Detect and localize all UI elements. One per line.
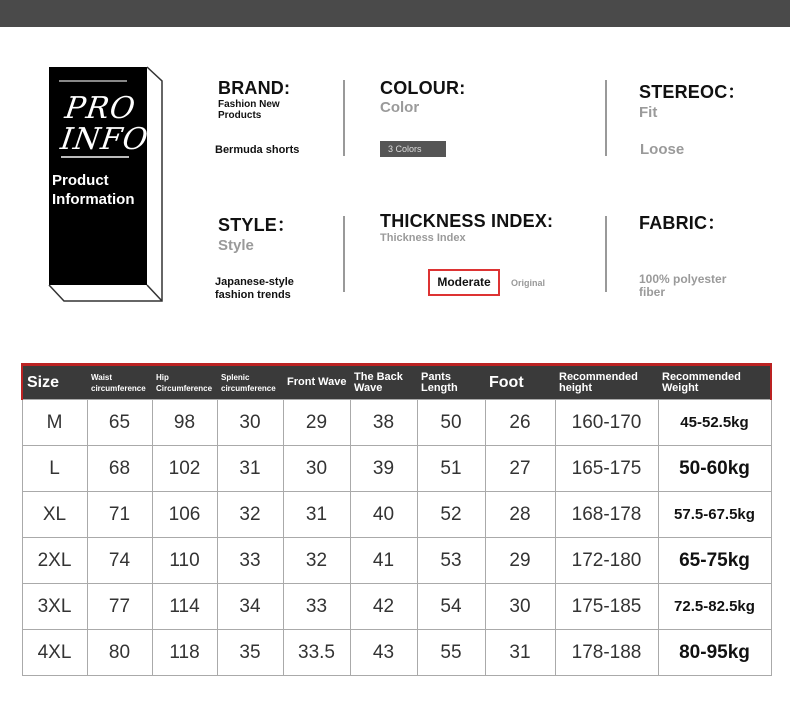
table-cell: 31	[485, 630, 555, 676]
table-cell: 35	[217, 630, 283, 676]
table-cell: 30	[217, 400, 283, 446]
size-cell: 4XL	[22, 630, 87, 676]
table-cell: 118	[152, 630, 217, 676]
table-cell: 77	[87, 584, 152, 630]
size-cell: XL	[22, 492, 87, 538]
table-cell: 33	[283, 584, 350, 630]
table-cell: 32	[217, 492, 283, 538]
product-information-caption: Product Information	[52, 172, 135, 208]
table-cell: 30	[485, 584, 555, 630]
table-row	[22, 584, 771, 630]
header-foot: Foot	[485, 365, 555, 400]
thickness-sub: Thickness Index	[380, 232, 466, 244]
table-cell: 33.5	[283, 630, 350, 676]
table-cell: 80	[87, 630, 152, 676]
table-cell: 52	[417, 492, 485, 538]
top-bar	[0, 0, 790, 27]
table-cell: 65-75kg	[658, 538, 771, 584]
header-splenic: Splenic circumference	[217, 365, 283, 400]
table-cell: 50-60kg	[658, 446, 771, 492]
table-cell: 160-170	[555, 400, 658, 446]
fabric-title: FABRIC：	[639, 213, 726, 233]
table-cell: 53	[417, 538, 485, 584]
brand-sub-2: Products	[218, 110, 262, 121]
table-row	[22, 446, 771, 492]
brand-section	[218, 78, 290, 121]
product-info-box	[47, 65, 163, 303]
table-row	[22, 538, 771, 584]
divider	[343, 80, 345, 156]
table-cell: 27	[485, 446, 555, 492]
table-cell: 178-188	[555, 630, 658, 676]
table-cell: 40	[350, 492, 417, 538]
divider	[343, 216, 345, 292]
table-cell: 51	[417, 446, 485, 492]
table-cell: 110	[152, 538, 217, 584]
table-cell: 45-52.5kg	[658, 400, 771, 446]
style-sub: Style	[218, 237, 254, 254]
size-table	[21, 363, 772, 676]
table-row	[22, 400, 771, 446]
table-row	[22, 630, 771, 676]
divider	[605, 80, 607, 156]
table-cell: 55	[417, 630, 485, 676]
table-cell: 114	[152, 584, 217, 630]
stereo-sub: Fit	[639, 104, 658, 121]
table-cell: 43	[350, 630, 417, 676]
table-cell: 72.5-82.5kg	[658, 584, 771, 630]
thickness-value-selected: Moderate	[428, 269, 500, 296]
table-cell: 98	[152, 400, 217, 446]
table-cell: 172-180	[555, 538, 658, 584]
header-waist: Waist circumference	[87, 365, 152, 400]
table-cell: 80-95kg	[658, 630, 771, 676]
style-value: Japanese-style fashion trends	[215, 276, 294, 301]
colour-title: COLOUR:	[380, 78, 466, 98]
fabric-section	[639, 209, 725, 235]
header-weight: Recommended Weight	[658, 365, 771, 400]
header-size: Size	[22, 365, 87, 400]
table-cell: 71	[87, 492, 152, 538]
colour-section	[380, 78, 465, 116]
table-cell: 26	[485, 400, 555, 446]
size-cell: 3XL	[22, 584, 87, 630]
size-cell: M	[22, 400, 87, 446]
table-cell: 42	[350, 584, 417, 630]
header-hip: Hip Circumference	[152, 365, 217, 400]
table-cell: 29	[485, 538, 555, 584]
colour-count-tag: 3 Colors	[380, 141, 446, 157]
size-table-header	[22, 365, 771, 400]
table-cell: 50	[417, 400, 485, 446]
brand-sub-1: Fashion New	[218, 99, 280, 110]
header-height: Recommended height	[555, 365, 658, 400]
size-table-body	[22, 400, 771, 676]
divider	[605, 216, 607, 292]
table-cell: 31	[283, 492, 350, 538]
table-cell: 38	[350, 400, 417, 446]
colour-sub: Color	[380, 99, 420, 116]
table-cell: 175-185	[555, 584, 658, 630]
table-row	[22, 492, 771, 538]
table-cell: 41	[350, 538, 417, 584]
thickness-title: THICKNESS INDEX:	[380, 211, 554, 231]
stereo-section	[639, 78, 746, 121]
table-cell: 32	[283, 538, 350, 584]
table-cell: 68	[87, 446, 152, 492]
size-cell: 2XL	[22, 538, 87, 584]
stereo-title: STEREOC：	[639, 82, 746, 102]
table-cell: 57.5-67.5kg	[658, 492, 771, 538]
size-cell: L	[22, 446, 87, 492]
table-cell: 31	[217, 446, 283, 492]
table-cell: 39	[350, 446, 417, 492]
table-cell: 28	[485, 492, 555, 538]
table-cell: 168-178	[555, 492, 658, 538]
table-cell: 33	[217, 538, 283, 584]
header-front-wave: Front Wave	[283, 365, 350, 400]
thickness-section	[380, 211, 553, 244]
style-title: STYLE：	[218, 215, 296, 235]
table-cell: 65	[87, 400, 152, 446]
thickness-note: Original	[511, 278, 546, 288]
table-cell: 54	[417, 584, 485, 630]
header-pants-length: Pants Length	[417, 365, 485, 400]
table-cell: 106	[152, 492, 217, 538]
table-cell: 29	[283, 400, 350, 446]
brand-title: BRAND:	[218, 78, 291, 98]
header-back-wave: The Back Wave	[350, 365, 417, 400]
table-cell: 102	[152, 446, 217, 492]
table-cell: 30	[283, 446, 350, 492]
pro-info-logo: PRO INFO	[58, 91, 151, 157]
fabric-value: 100% polyester fiber	[639, 272, 727, 299]
brand-value: Bermuda shorts	[215, 144, 300, 156]
stereo-value: Loose	[640, 141, 685, 158]
style-section	[218, 211, 295, 254]
table-cell: 34	[217, 584, 283, 630]
table-cell: 165-175	[555, 446, 658, 492]
table-cell: 74	[87, 538, 152, 584]
